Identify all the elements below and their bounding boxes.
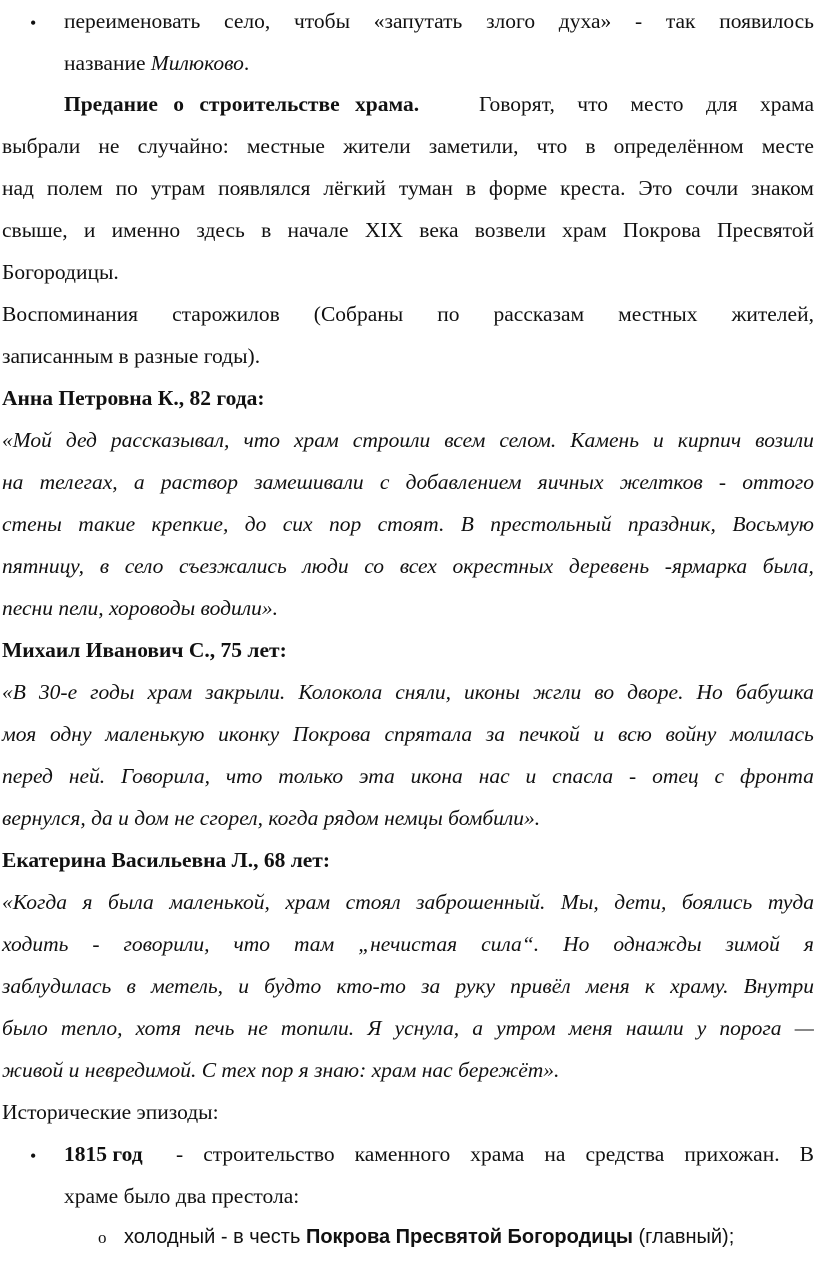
word: только	[278, 764, 344, 788]
word: Говорят,	[479, 92, 555, 116]
word: „нечистая	[358, 932, 458, 956]
episode-line	[64, 1139, 814, 1169]
word: меня	[585, 974, 630, 998]
word: месте	[761, 134, 814, 158]
word: ходить	[2, 932, 69, 956]
word: строили	[352, 428, 431, 452]
word: телегах,	[39, 470, 118, 494]
word: а	[133, 470, 145, 494]
word: -	[718, 470, 727, 494]
word: с	[379, 470, 390, 494]
word: желтков	[619, 470, 703, 494]
word: отец	[652, 764, 699, 788]
word: было	[2, 1016, 48, 1040]
word: такие	[78, 512, 136, 536]
text-span: название	[64, 51, 151, 75]
word: местные	[246, 134, 325, 158]
quote-line	[2, 593, 814, 623]
word: заброшенный.	[416, 890, 546, 914]
word: что	[233, 932, 270, 956]
word: строительство	[203, 1142, 335, 1166]
word: Колокола	[298, 680, 383, 704]
word: моя	[2, 722, 37, 746]
word: заметили,	[428, 134, 519, 158]
word: боялись	[681, 890, 753, 914]
speaker-line	[2, 635, 814, 665]
word: «запутать	[373, 9, 463, 33]
word: -	[176, 1142, 184, 1166]
legend-line: Богородицы.	[2, 260, 119, 284]
quote-text: живой и невредимой. С тех пор я знаю: храм нас бережёт».	[2, 1058, 560, 1082]
word: меня	[568, 1016, 613, 1040]
word: зимой	[725, 932, 780, 956]
word: храм	[285, 890, 331, 914]
word: с	[714, 764, 725, 788]
speaker-line	[2, 845, 814, 875]
word: Говорила,	[121, 764, 210, 788]
word: утром	[496, 1016, 556, 1040]
word: село,	[224, 9, 271, 33]
word: что	[225, 764, 263, 788]
speaker-name: Екатерина Васильевна Л., 68 лет:	[2, 848, 331, 872]
word: уснула,	[394, 1016, 460, 1040]
word: рассказам	[493, 302, 585, 326]
word: кирпич	[677, 428, 742, 452]
quote-line	[2, 509, 814, 539]
word: заблудилась	[2, 974, 112, 998]
word: именно	[111, 218, 181, 242]
word: спрятала	[384, 722, 473, 746]
word: Восьмую	[732, 512, 814, 536]
text-span: .	[243, 51, 250, 75]
word: храма	[470, 1142, 525, 1166]
word: —	[794, 1016, 814, 1040]
word: «В	[2, 680, 26, 704]
word: появлялся	[218, 176, 311, 200]
word: я	[803, 932, 814, 956]
word: Пресвятой	[716, 218, 814, 242]
word: полем	[46, 176, 103, 200]
word: храму.	[670, 974, 729, 998]
word: в	[99, 554, 110, 578]
word: «Мой	[2, 428, 52, 452]
word: жгли	[533, 680, 582, 704]
altar-name: Покрова Пресвятой Богородицы	[305, 1226, 633, 1248]
word: 30-е	[38, 680, 78, 704]
bullet-line	[64, 6, 814, 36]
word: руку	[455, 974, 495, 998]
word: средства	[585, 1142, 665, 1166]
word: молилась	[730, 722, 814, 746]
word: печь	[194, 1016, 235, 1040]
word: село	[124, 554, 164, 578]
word: на	[2, 470, 24, 494]
word: там	[293, 932, 335, 956]
word: и	[238, 974, 249, 998]
word: в	[261, 218, 272, 242]
word: замешивали	[254, 470, 364, 494]
word: знаком	[751, 176, 814, 200]
word: В	[799, 1142, 814, 1166]
word: войну	[665, 722, 717, 746]
word: Внутри	[743, 974, 814, 998]
word: и	[653, 428, 664, 452]
word: возвели	[474, 218, 546, 242]
word: перед	[2, 764, 53, 788]
word: не	[98, 134, 120, 158]
word: пятницу,	[2, 554, 85, 578]
word: чтобы	[293, 9, 351, 33]
word: раствор	[160, 470, 238, 494]
word: иконы	[464, 680, 520, 704]
word: что	[536, 134, 568, 158]
word: оттого	[742, 470, 814, 494]
legend-first-line	[64, 89, 814, 119]
word: крепкие,	[151, 512, 229, 536]
word: -	[629, 764, 637, 788]
word: сила“.	[481, 932, 540, 956]
bullet-marker: •	[30, 1146, 37, 1166]
word: храм	[147, 680, 193, 704]
word: на	[544, 1142, 566, 1166]
word: жителей,	[731, 302, 814, 326]
speaker-name: Анна Петровна К., 82 года:	[2, 386, 265, 410]
word: в	[585, 134, 596, 158]
word: духа»	[558, 9, 612, 33]
word: так	[665, 9, 696, 33]
word: метель,	[150, 974, 224, 998]
word: над	[2, 176, 34, 200]
word: одну	[49, 722, 92, 746]
village-name: Милюково	[150, 51, 244, 75]
word: всем	[444, 428, 486, 452]
word: однажды	[613, 932, 702, 956]
word: начале	[287, 218, 349, 242]
word: тепло,	[60, 1016, 123, 1040]
word: печкой	[518, 722, 580, 746]
word: храма	[759, 92, 814, 116]
word: добавлением	[405, 470, 522, 494]
word: икона	[410, 764, 463, 788]
word: определённом	[613, 134, 744, 158]
text-span: (главный);	[632, 1226, 735, 1248]
quote-text: вернулся, да и дом не сгорел, когда рядом немцы бомбили».	[2, 806, 541, 830]
word: утрам	[150, 176, 206, 200]
word: за	[421, 974, 441, 998]
word: кто-то	[336, 974, 406, 998]
word: всю	[618, 722, 652, 746]
word: со	[364, 554, 385, 578]
word: В	[460, 512, 474, 536]
word: века	[419, 218, 459, 242]
word: говорили,	[123, 932, 210, 956]
word: Я	[367, 1016, 382, 1040]
word: дед	[65, 428, 97, 452]
memories-line	[2, 299, 814, 329]
memories-line: записанным в разные годы).	[2, 344, 261, 368]
quote-line	[2, 677, 814, 707]
word: стоят.	[377, 512, 445, 536]
word: была	[108, 890, 154, 914]
quote-line	[2, 551, 814, 581]
word: жители	[343, 134, 411, 158]
episode-year: 1815 год	[64, 1142, 143, 1166]
word: сняли,	[395, 680, 451, 704]
word: для	[705, 92, 738, 116]
word: храм	[294, 428, 339, 452]
word: съезжались	[179, 554, 287, 578]
word: пор	[329, 512, 362, 536]
word: привёл	[510, 974, 571, 998]
word: а	[472, 1016, 483, 1040]
word: каменного	[354, 1142, 451, 1166]
episode-line: храме было два престола:	[64, 1184, 300, 1208]
word: будто	[264, 974, 322, 998]
word: по	[437, 302, 460, 326]
word: храм	[562, 218, 607, 242]
word: и	[593, 722, 605, 746]
word: Мы,	[560, 890, 599, 914]
legend-line-0	[479, 89, 814, 119]
quote-line	[2, 1055, 814, 1085]
word: годы	[90, 680, 135, 704]
word: появилось	[719, 9, 814, 33]
word: свыше,	[2, 218, 68, 242]
word: до	[244, 512, 267, 536]
word: не	[247, 1016, 268, 1040]
word: рассказывал,	[110, 428, 230, 452]
legend-heading: Предание о строительстве храма.	[64, 92, 420, 116]
word: маленькой,	[169, 890, 270, 914]
episode-text	[176, 1139, 814, 1169]
word: праздник,	[627, 512, 716, 536]
word: стены	[2, 512, 62, 536]
quote-text: песни пели, хороводы водили».	[2, 596, 278, 620]
quote-line	[2, 719, 814, 749]
word: к	[644, 974, 655, 998]
word: злого	[486, 9, 536, 33]
quote-line	[2, 803, 814, 833]
word: селом.	[499, 428, 557, 452]
word: переименовать	[64, 9, 201, 33]
word: я	[82, 890, 93, 914]
word: старожилов	[172, 302, 280, 326]
quote-line	[2, 887, 814, 917]
word: случайно:	[137, 134, 229, 158]
legend-line	[2, 173, 814, 203]
word: лёгкий	[323, 176, 386, 200]
quote-line	[2, 467, 814, 497]
bullet-marker: •	[30, 13, 37, 33]
word: закрыли.	[205, 680, 286, 704]
word: порога	[719, 1016, 782, 1040]
sub-bullet-marker: o	[98, 1228, 107, 1247]
word: -ярмарка	[664, 554, 748, 578]
episodes-heading: Исторические эпизоды:	[2, 1100, 219, 1124]
word: фронта	[739, 764, 814, 788]
word: (Собраны	[313, 302, 404, 326]
word: ней.	[68, 764, 106, 788]
word: место	[630, 92, 684, 116]
word: XIX	[364, 218, 404, 242]
word: дворе.	[627, 680, 684, 704]
quote-line	[2, 761, 814, 791]
word: выбрали	[2, 134, 81, 158]
word: маленькую	[105, 722, 205, 746]
word: Это	[638, 176, 673, 200]
word: у	[696, 1016, 707, 1040]
word: хотя	[135, 1016, 182, 1040]
word: форме	[488, 176, 548, 200]
word: что	[577, 92, 608, 116]
word: топили.	[280, 1016, 355, 1040]
word: по	[115, 176, 138, 200]
word: туман	[398, 176, 453, 200]
speaker-name: Михаил Иванович С., 75 лет:	[2, 638, 287, 662]
word: -	[92, 932, 100, 956]
quote-line	[2, 971, 814, 1001]
word: возили	[755, 428, 814, 452]
word: была,	[762, 554, 814, 578]
word: сих	[282, 512, 313, 536]
word: люди	[302, 554, 349, 578]
word: в	[126, 974, 136, 998]
word: бабушка	[735, 680, 814, 704]
word: Но	[563, 932, 590, 956]
text-span: холодный - в честь	[124, 1226, 306, 1248]
word: прихожан.	[684, 1142, 780, 1166]
quote-line	[2, 929, 814, 959]
word: Покрова	[623, 218, 701, 242]
word: престольный	[490, 512, 612, 536]
sub-episode-line	[124, 1222, 814, 1252]
word: Камень	[570, 428, 640, 452]
word: за	[485, 722, 506, 746]
quote-line	[2, 425, 814, 455]
word: Воспоминания	[2, 302, 139, 326]
word: эта	[359, 764, 395, 788]
word: туда	[767, 890, 814, 914]
word: что	[243, 428, 280, 452]
word: во	[594, 680, 615, 704]
word: сочли	[685, 176, 739, 200]
legend-line	[2, 131, 814, 161]
word: нашли	[625, 1016, 684, 1040]
legend-line	[2, 215, 814, 245]
word: яичных	[537, 470, 604, 494]
word: нас	[478, 764, 510, 788]
word: и	[525, 764, 537, 788]
word: -	[634, 9, 643, 33]
word: всех	[399, 554, 437, 578]
word: «Когда	[2, 890, 67, 914]
word: окрестных	[452, 554, 554, 578]
word: деревень	[568, 554, 650, 578]
word: дети,	[614, 890, 667, 914]
word: стоял	[345, 890, 401, 914]
word: и	[83, 218, 96, 242]
word: местных	[618, 302, 698, 326]
quote-line	[2, 1013, 814, 1043]
word: в	[465, 176, 476, 200]
bullet-line	[64, 48, 814, 78]
speaker-line	[2, 383, 814, 413]
word: Но	[696, 680, 723, 704]
word: здесь	[196, 218, 245, 242]
word: спасла	[552, 764, 614, 788]
word: иконку	[218, 722, 280, 746]
word: Покрова	[292, 722, 371, 746]
word: креста.	[560, 176, 626, 200]
